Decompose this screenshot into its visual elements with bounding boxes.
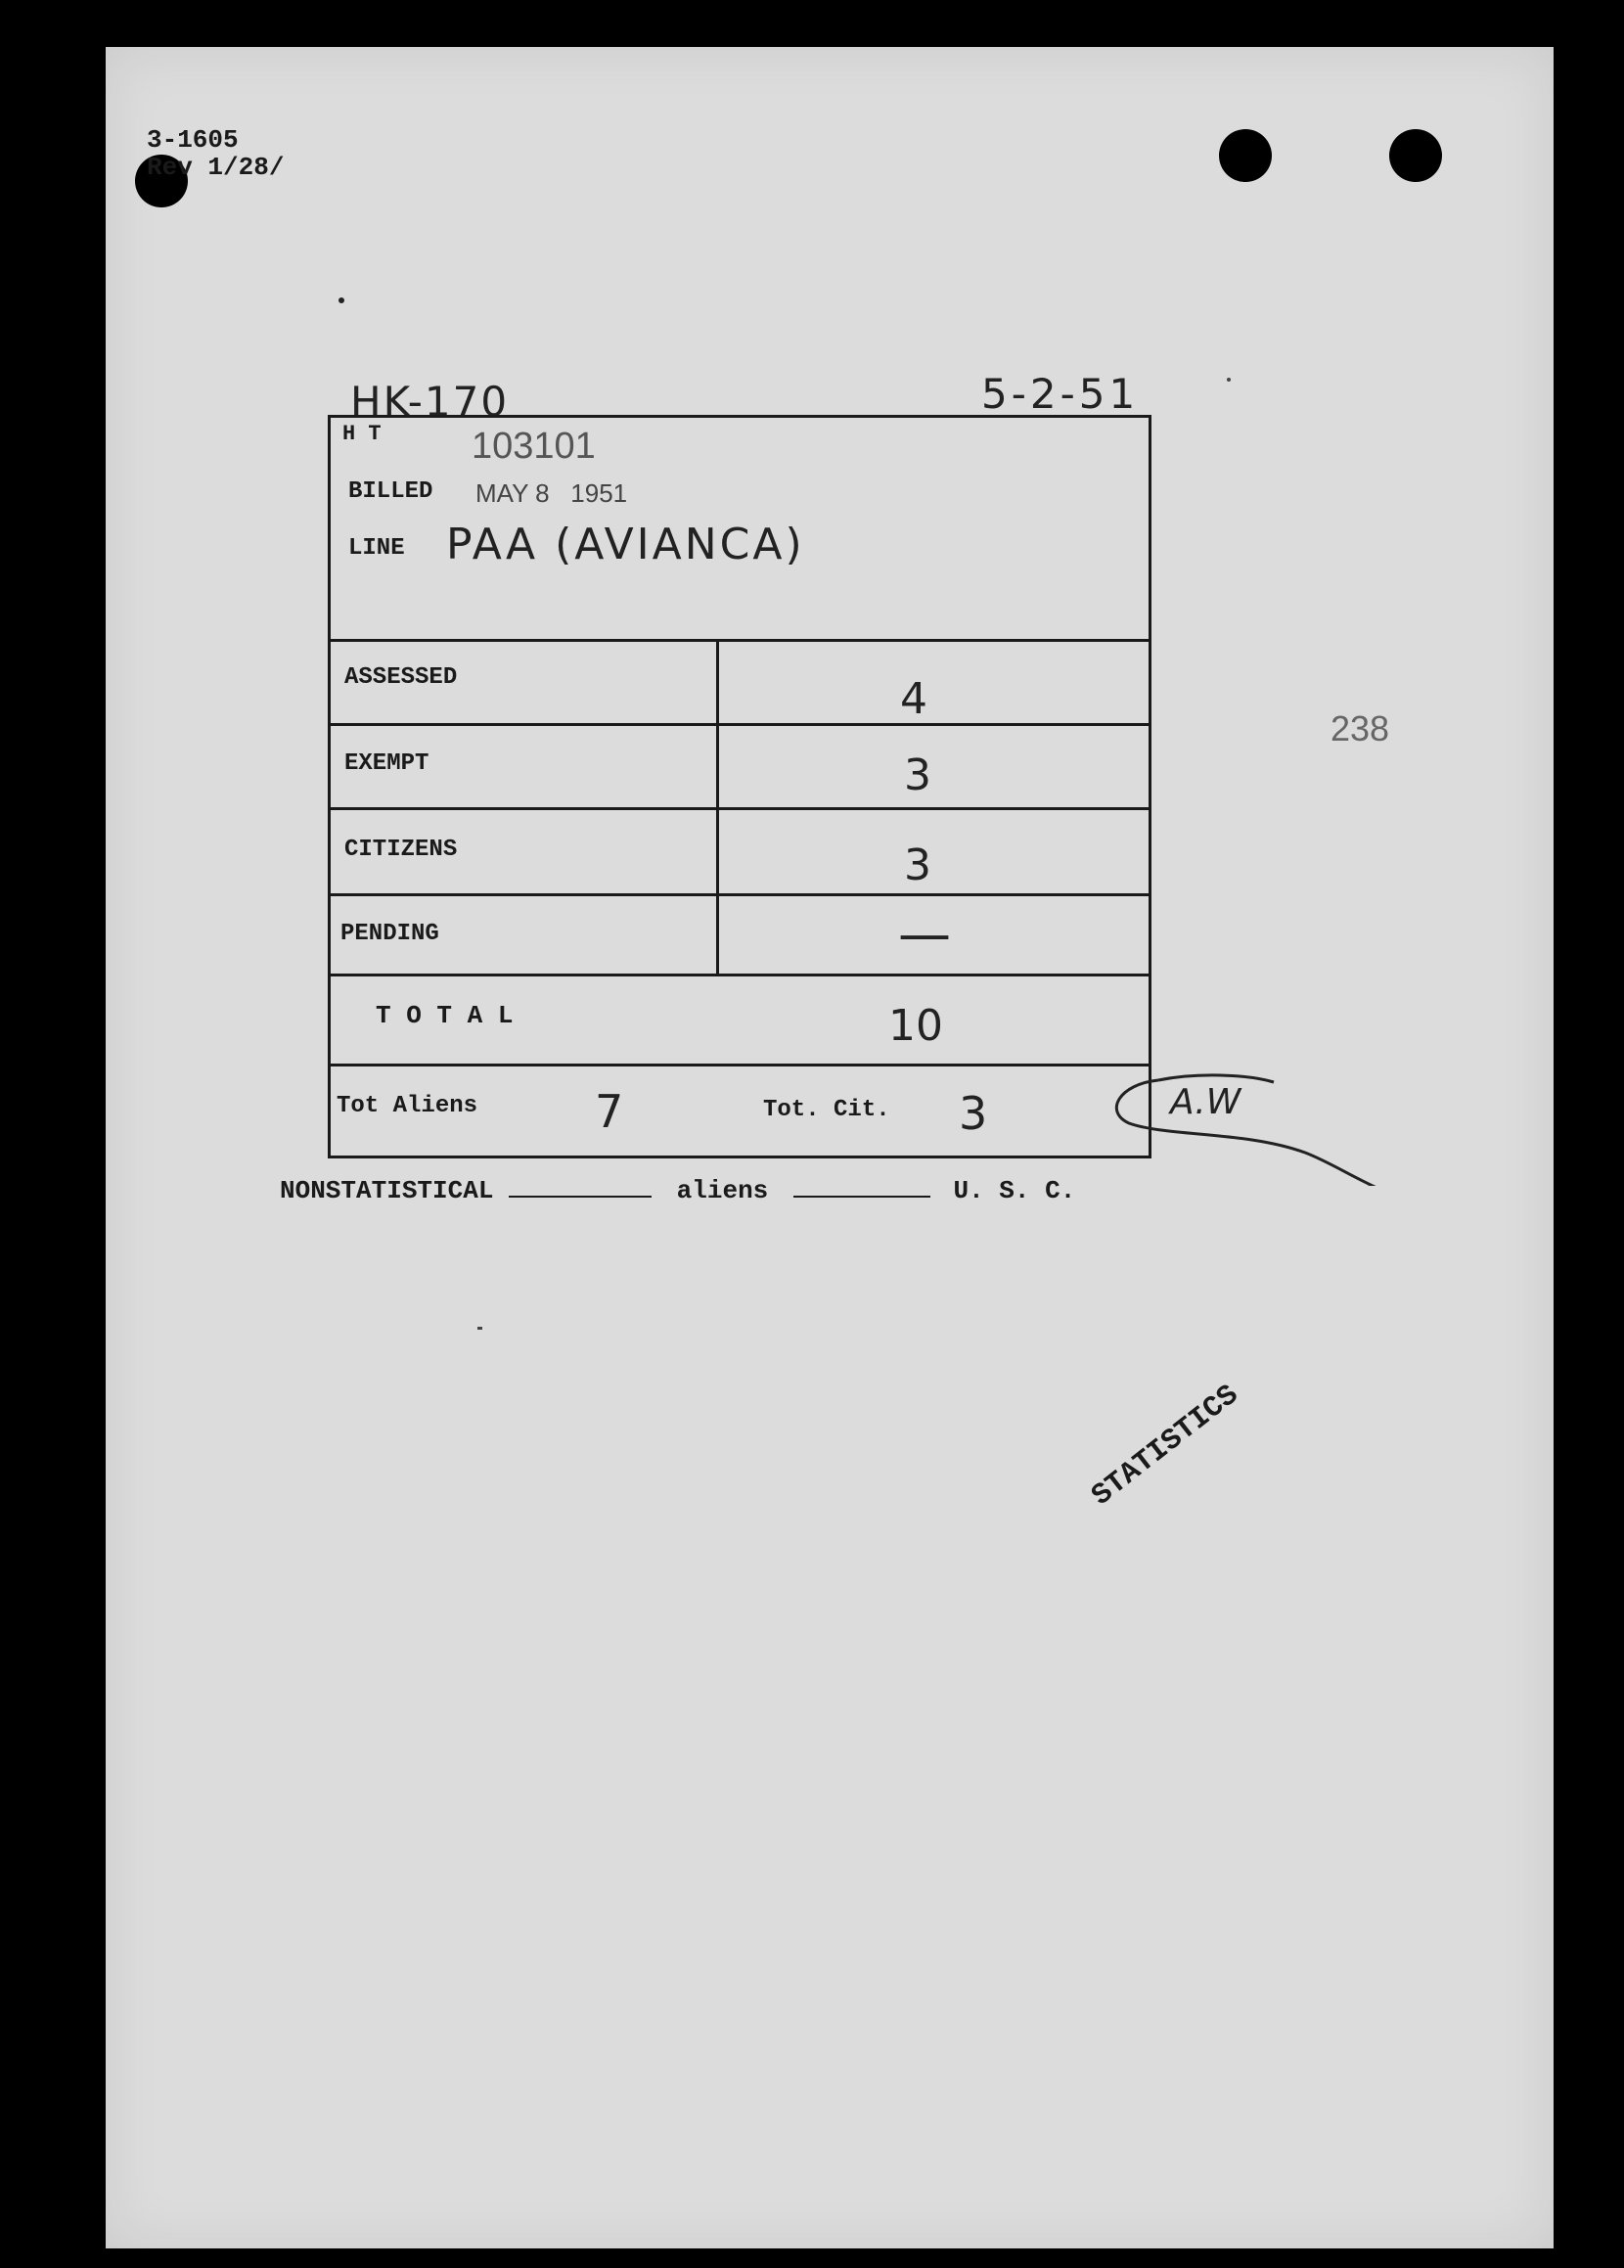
- ht-number: 103101: [472, 426, 596, 467]
- stats-table: [328, 415, 1151, 1158]
- speck: [477, 1327, 482, 1330]
- initials: A.W: [1170, 1082, 1241, 1122]
- billed-label: BILLED: [348, 478, 433, 505]
- table-rule: [331, 974, 1149, 976]
- line-value: PAA (AVIANCA): [446, 520, 805, 569]
- punch-hole: [1389, 129, 1442, 182]
- speck: [1227, 378, 1231, 382]
- flight-number: HK-170: [350, 378, 510, 426]
- ht-label: H T: [342, 422, 382, 446]
- tot-aliens-value: 7: [595, 1085, 624, 1138]
- initials-loop-top: [1158, 1075, 1274, 1082]
- row-value-pending: —: [898, 903, 951, 965]
- row-value-assessed: 4: [900, 674, 927, 724]
- row-label-pending: PENDING: [340, 921, 439, 947]
- table-rule: [331, 1064, 1149, 1066]
- table-divider: [716, 639, 719, 974]
- initials-signature: [1100, 1068, 1393, 1186]
- aliens-label: aliens: [676, 1176, 769, 1205]
- speck: [338, 297, 344, 303]
- punch-hole: [1219, 129, 1272, 182]
- billed-date: MAY 8 1951: [475, 478, 628, 508]
- form-revision: Rev 1/28/: [147, 153, 285, 182]
- row-label-assessed: ASSESSED: [344, 664, 458, 691]
- form-id: 3-1605: [147, 125, 239, 155]
- table-rule: [331, 723, 1149, 726]
- page-number: 238: [1331, 708, 1390, 748]
- nonstatistical-blank: [509, 1196, 652, 1198]
- total-label: T O T A L: [376, 1001, 514, 1030]
- nonstatistical-line: [280, 1176, 1075, 1205]
- tot-aliens-label: Tot Aliens: [337, 1093, 478, 1119]
- date: 5-2-51: [981, 370, 1140, 418]
- table-rule: [331, 807, 1149, 810]
- table-rule: [331, 639, 1149, 642]
- initials-loop: [1116, 1080, 1385, 1186]
- usc-label: U. S. C.: [953, 1176, 1076, 1205]
- row-label-citizens: CITIZENS: [344, 837, 458, 863]
- row-value-citizens: 3: [904, 840, 931, 890]
- row-label-exempt: EXEMPT: [344, 750, 429, 777]
- line-label: LINE: [348, 535, 405, 562]
- table-rule: [331, 893, 1149, 896]
- tot-cit-value: 3: [959, 1087, 988, 1140]
- aliens-blank: [793, 1196, 930, 1198]
- statistics-stamp: STATISTICS: [1086, 1379, 1245, 1514]
- total-value: 10: [888, 1001, 943, 1051]
- row-value-exempt: 3: [904, 750, 931, 800]
- nonstatistical-label: NONSTATISTICAL: [280, 1176, 494, 1205]
- tot-cit-label: Tot. Cit.: [763, 1097, 890, 1123]
